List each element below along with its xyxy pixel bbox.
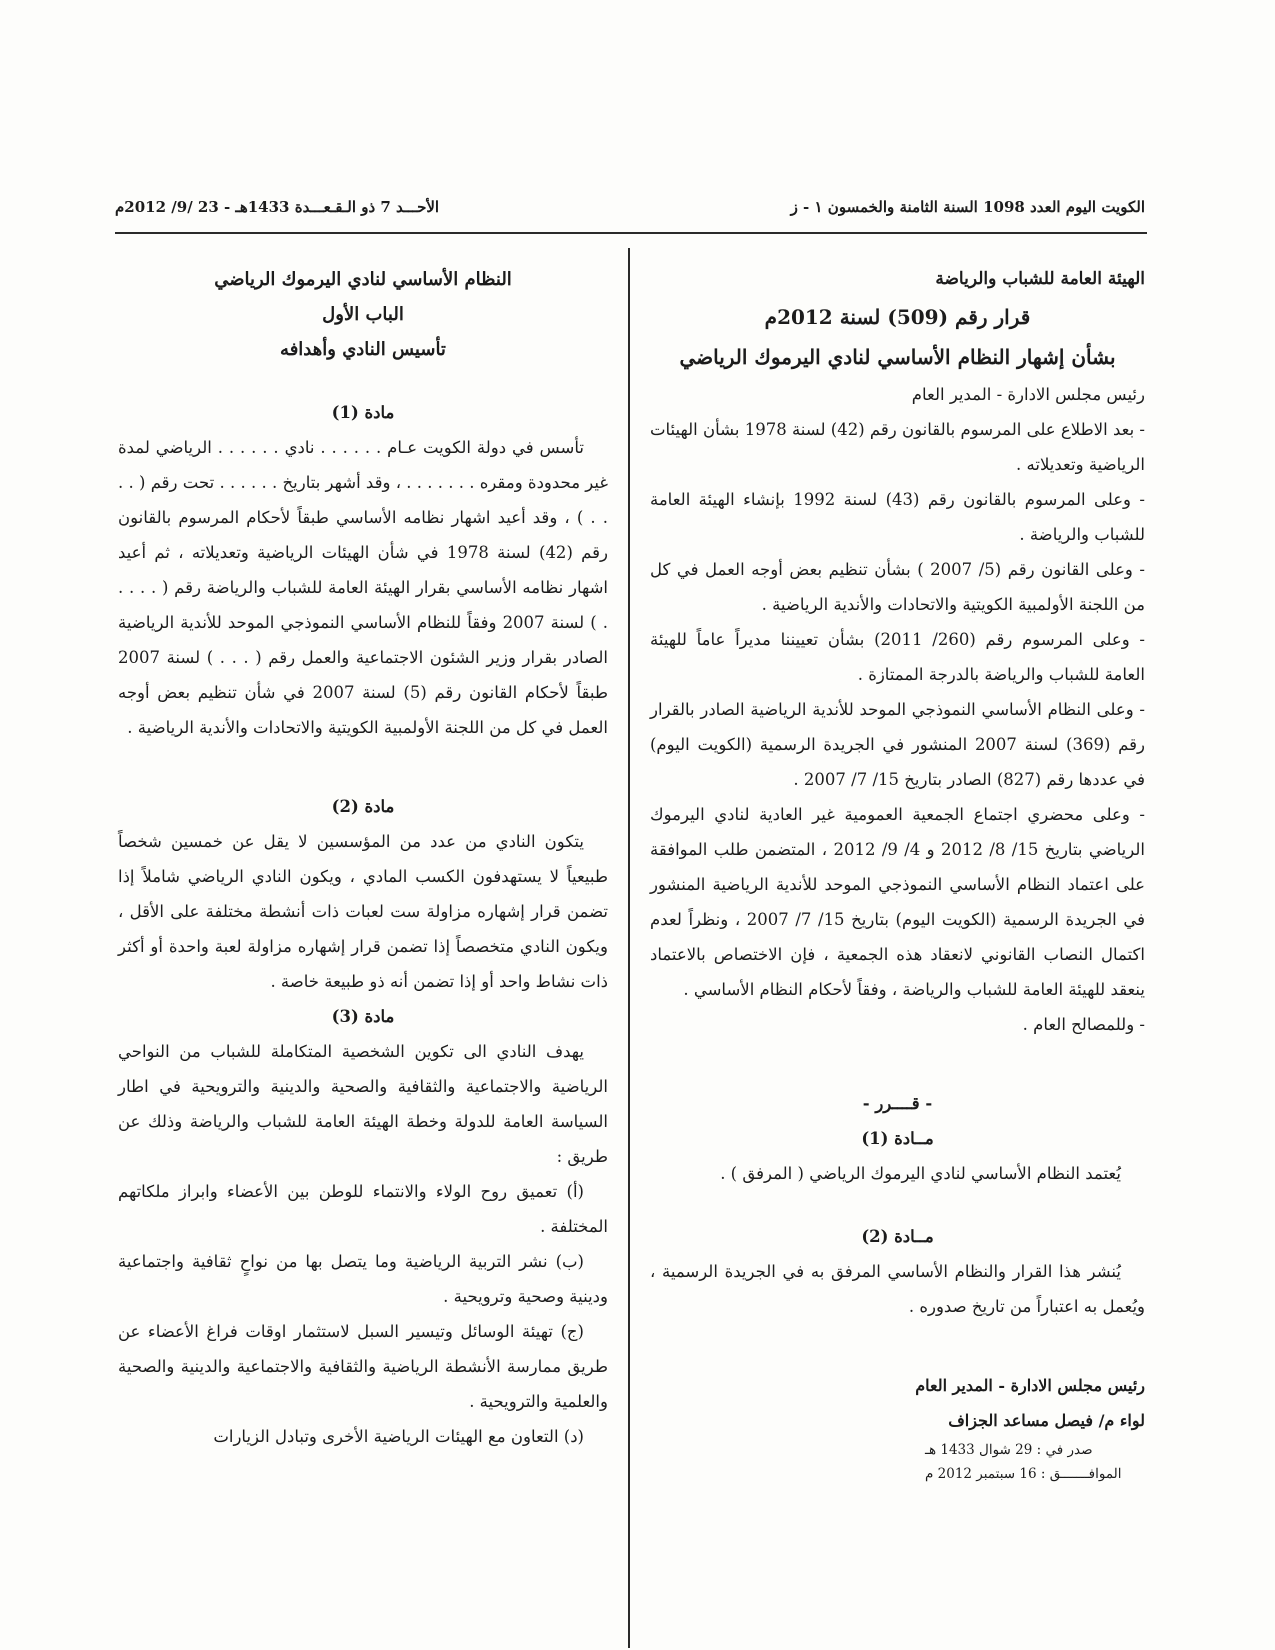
recital-item: - وعلى النظام الأساسي النموذجي الموحد للأندية الرياضية الصادر بالقرار رقم (369) لسنة 2007 المنشور في الجريدة الرسمية (الكويت اليوم) في عددها رقم (827) الصادر بتاريخ 15/ 7/ 2007 . bbox=[650, 700, 1145, 789]
recital-item: - وعلى المرسوم رقم (260/ 2011) بشأن تعييننا مديراً عاماً للهيئة العامة للشباب والرياضة بالدرجة الممتازة . bbox=[650, 630, 1145, 684]
decision-subject: بشأن إشهار النظام الأساسي لنادي اليرموك الرياضي bbox=[679, 345, 1116, 369]
header-issue-info: الكويت اليوم العدد 1098 السنة الثامنة والخمسون ١ - ز bbox=[790, 198, 1145, 216]
header-date: الأحـــد 7 ذو الـقـعـــدة 1433هـ - 23 /9/ 2012م bbox=[115, 198, 440, 216]
statute-article-3-heading: مادة (3) bbox=[331, 1007, 395, 1026]
decision-authority: رئيس مجلس الادارة - المدير العام bbox=[911, 385, 1145, 404]
recital-item: - وعلى المرسوم بالقانون رقم (43) لسنة 1992 بإنشاء الهيئة العامة للشباب والرياضة . bbox=[650, 490, 1145, 544]
chapter-title: تأسيس النادي وأهدافه bbox=[280, 339, 446, 360]
article-2-text: يُنشر هذا القرار والنظام الأساسي المرفق به في الجريدة الرسمية ، ويُعمل به اعتباراً من تاريخ صدوره . bbox=[650, 1262, 1145, 1316]
decision-number: قرار رقم (509) لسنة 2012م bbox=[764, 305, 1031, 329]
objective-item: (أ) تعميق روح الولاء والانتماء للوطن بين الأعضاء وابراز ملكاتهم المختلفة . bbox=[118, 1182, 608, 1236]
decides-heading: - قــــرر - bbox=[862, 1094, 933, 1113]
recital-item: - وللمصالح العام . bbox=[1022, 1015, 1145, 1034]
recital-item: - وعلى القانون رقم (5/ 2007 ) بشأن تنظيم بعض أوجه العمل في كل من اللجنة الأولمبية الكويتية والاتحادات والأندية الرياضية . bbox=[650, 560, 1145, 614]
article-1-text: يُعتمد النظام الأساسي لنادي اليرموك الرياضي ( المرفق ) . bbox=[720, 1164, 1121, 1183]
objective-item: (د) التعاون مع الهيئات الرياضية الأخرى وتبادل الزيارات bbox=[213, 1427, 584, 1446]
chapter-number: الباب الأول bbox=[322, 304, 404, 325]
column-divider bbox=[628, 248, 630, 1648]
recital-item: - وعلى محضري اجتماع الجمعية العمومية غير العادية لنادي اليرموك الرياضي بتاريخ 15/ 8/ 2012 و 4/ 9/ 2012 ، المتضمن طلب الموافقة على اعتماد النظام الأساسي النموذجي الموحد للأندية الرياضية المنشور في الجريدة الرسمية (الكويت اليوم) بتاريخ 15/ 7/ 2007 ، ونظراً لعدم اكتمال النصاب القانوني لانعقاد هذه الجمعية ، فإن الاختصاص بالاعتماد ينعقد للهيئة العامة للشباب والرياضة ، وفقاً لأحكام النظام الأساسي . bbox=[650, 805, 1145, 999]
signatory-title: رئيس مجلس الادارة - المدير العام bbox=[915, 1376, 1145, 1395]
statute-article-1-text: تأسس في دولة الكويت عـام . . . . . . نادي . . . . . . الرياضي لمدة غير محدودة ومقره . . . . . . . ، وقد أشهر بتاريخ . . . . . . تحت رقم ( . . . . ) ، وقد أعيد اشهار نظامه الأساسي طبقاً لأحكام المرسوم بالقانون رقم (42) لسنة 1978 في شأن الهيئات الرياضية وتعديلاته ، ثم أعيد اشهار نظامه الأساسي بقرار الهيئة العامة للشباب والرياضة رقم ( . . . . . ) لسنة 2007 وفقاً للنظام الأساسي النموذجي الموحد للأندية الرياضية الصادر بقرار وزير الشئون الاجتماعية والعمل رقم ( . . . ) لسنة 2007 طبقاً لأحكام القانون رقم (5) لسنة 2007 في شأن تنظيم بعض أوجه العمل في كل من اللجنة الأولمبية الكويتية والاتحادات والأندية الرياضية . bbox=[118, 438, 608, 737]
statute-article-3-intro: يهدف النادي الى تكوين الشخصية المتكاملة للشباب من النواحي الرياضية والاجتماعية والثقافية والصحية والدينية والترويحية في اطار السياسة العامة للدولة وخطة الهيئة العامة للشباب والرياضة وذلك عن طريق : bbox=[118, 1042, 608, 1166]
recital-item: - بعد الاطلاع على المرسوم بالقانون رقم (42) لسنة 1978 بشأن الهيئات الرياضية وتعديلاته . bbox=[650, 420, 1145, 474]
issue-date-hijri: صدر في : 29 شوال 1433 هـ bbox=[925, 1442, 1093, 1458]
article-1-heading: مــادة (1) bbox=[861, 1129, 934, 1148]
article-2-heading: مــادة (2) bbox=[861, 1227, 934, 1246]
statute-article-1-heading: مادة (1) bbox=[331, 403, 395, 422]
statute-title: النظام الأساسي لنادي اليرموك الرياضي bbox=[214, 269, 512, 290]
page-header bbox=[115, 198, 1145, 226]
objective-item: (ج) تهيئة الوسائل وتيسير السبل لاستثمار اوقات فراغ الأعضاء عن طريق ممارسة الأنشطة الرياضية والثقافية والاجتماعية والدينية والصحية والعلمية والترويحية . bbox=[118, 1322, 608, 1411]
signatory-name: لواء م/ فيصل مساعد الجزاف bbox=[948, 1411, 1145, 1430]
decision-column bbox=[650, 262, 1145, 1486]
statute-article-2-heading: مادة (2) bbox=[331, 797, 395, 816]
objective-item: (ب) نشر التربية الرياضية وما يتصل بها من نواحٍ ثقافية واجتماعية ودينية وصحية وترويحية . bbox=[118, 1252, 608, 1306]
header-rule bbox=[115, 232, 1147, 234]
issuer-name: الهيئة العامة للشباب والرياضة bbox=[935, 269, 1145, 289]
statute-column bbox=[118, 262, 608, 1454]
issue-date-gregorian: الموافـــــــق : 16 سبتمبر 2012 م bbox=[925, 1466, 1122, 1482]
statute-article-2-text: يتكون النادي من عدد من المؤسسين لا يقل عن خمسين شخصاً طبيعياً لا يستهدفون الكسب المادي ، ويكون النادي الرياضي شاملاً إذا تضمن قرار إشهاره مزاولة ست لعبات ذات أنشطة مختلفة على الأقل ، ويكون النادي متخصصاً إذا تضمن قرار إشهاره مزاولة لعبة واحدة أو أكثر ذات نشاط واحد أو إذا تضمن أنه ذو طبيعة خاصة . bbox=[118, 832, 608, 991]
